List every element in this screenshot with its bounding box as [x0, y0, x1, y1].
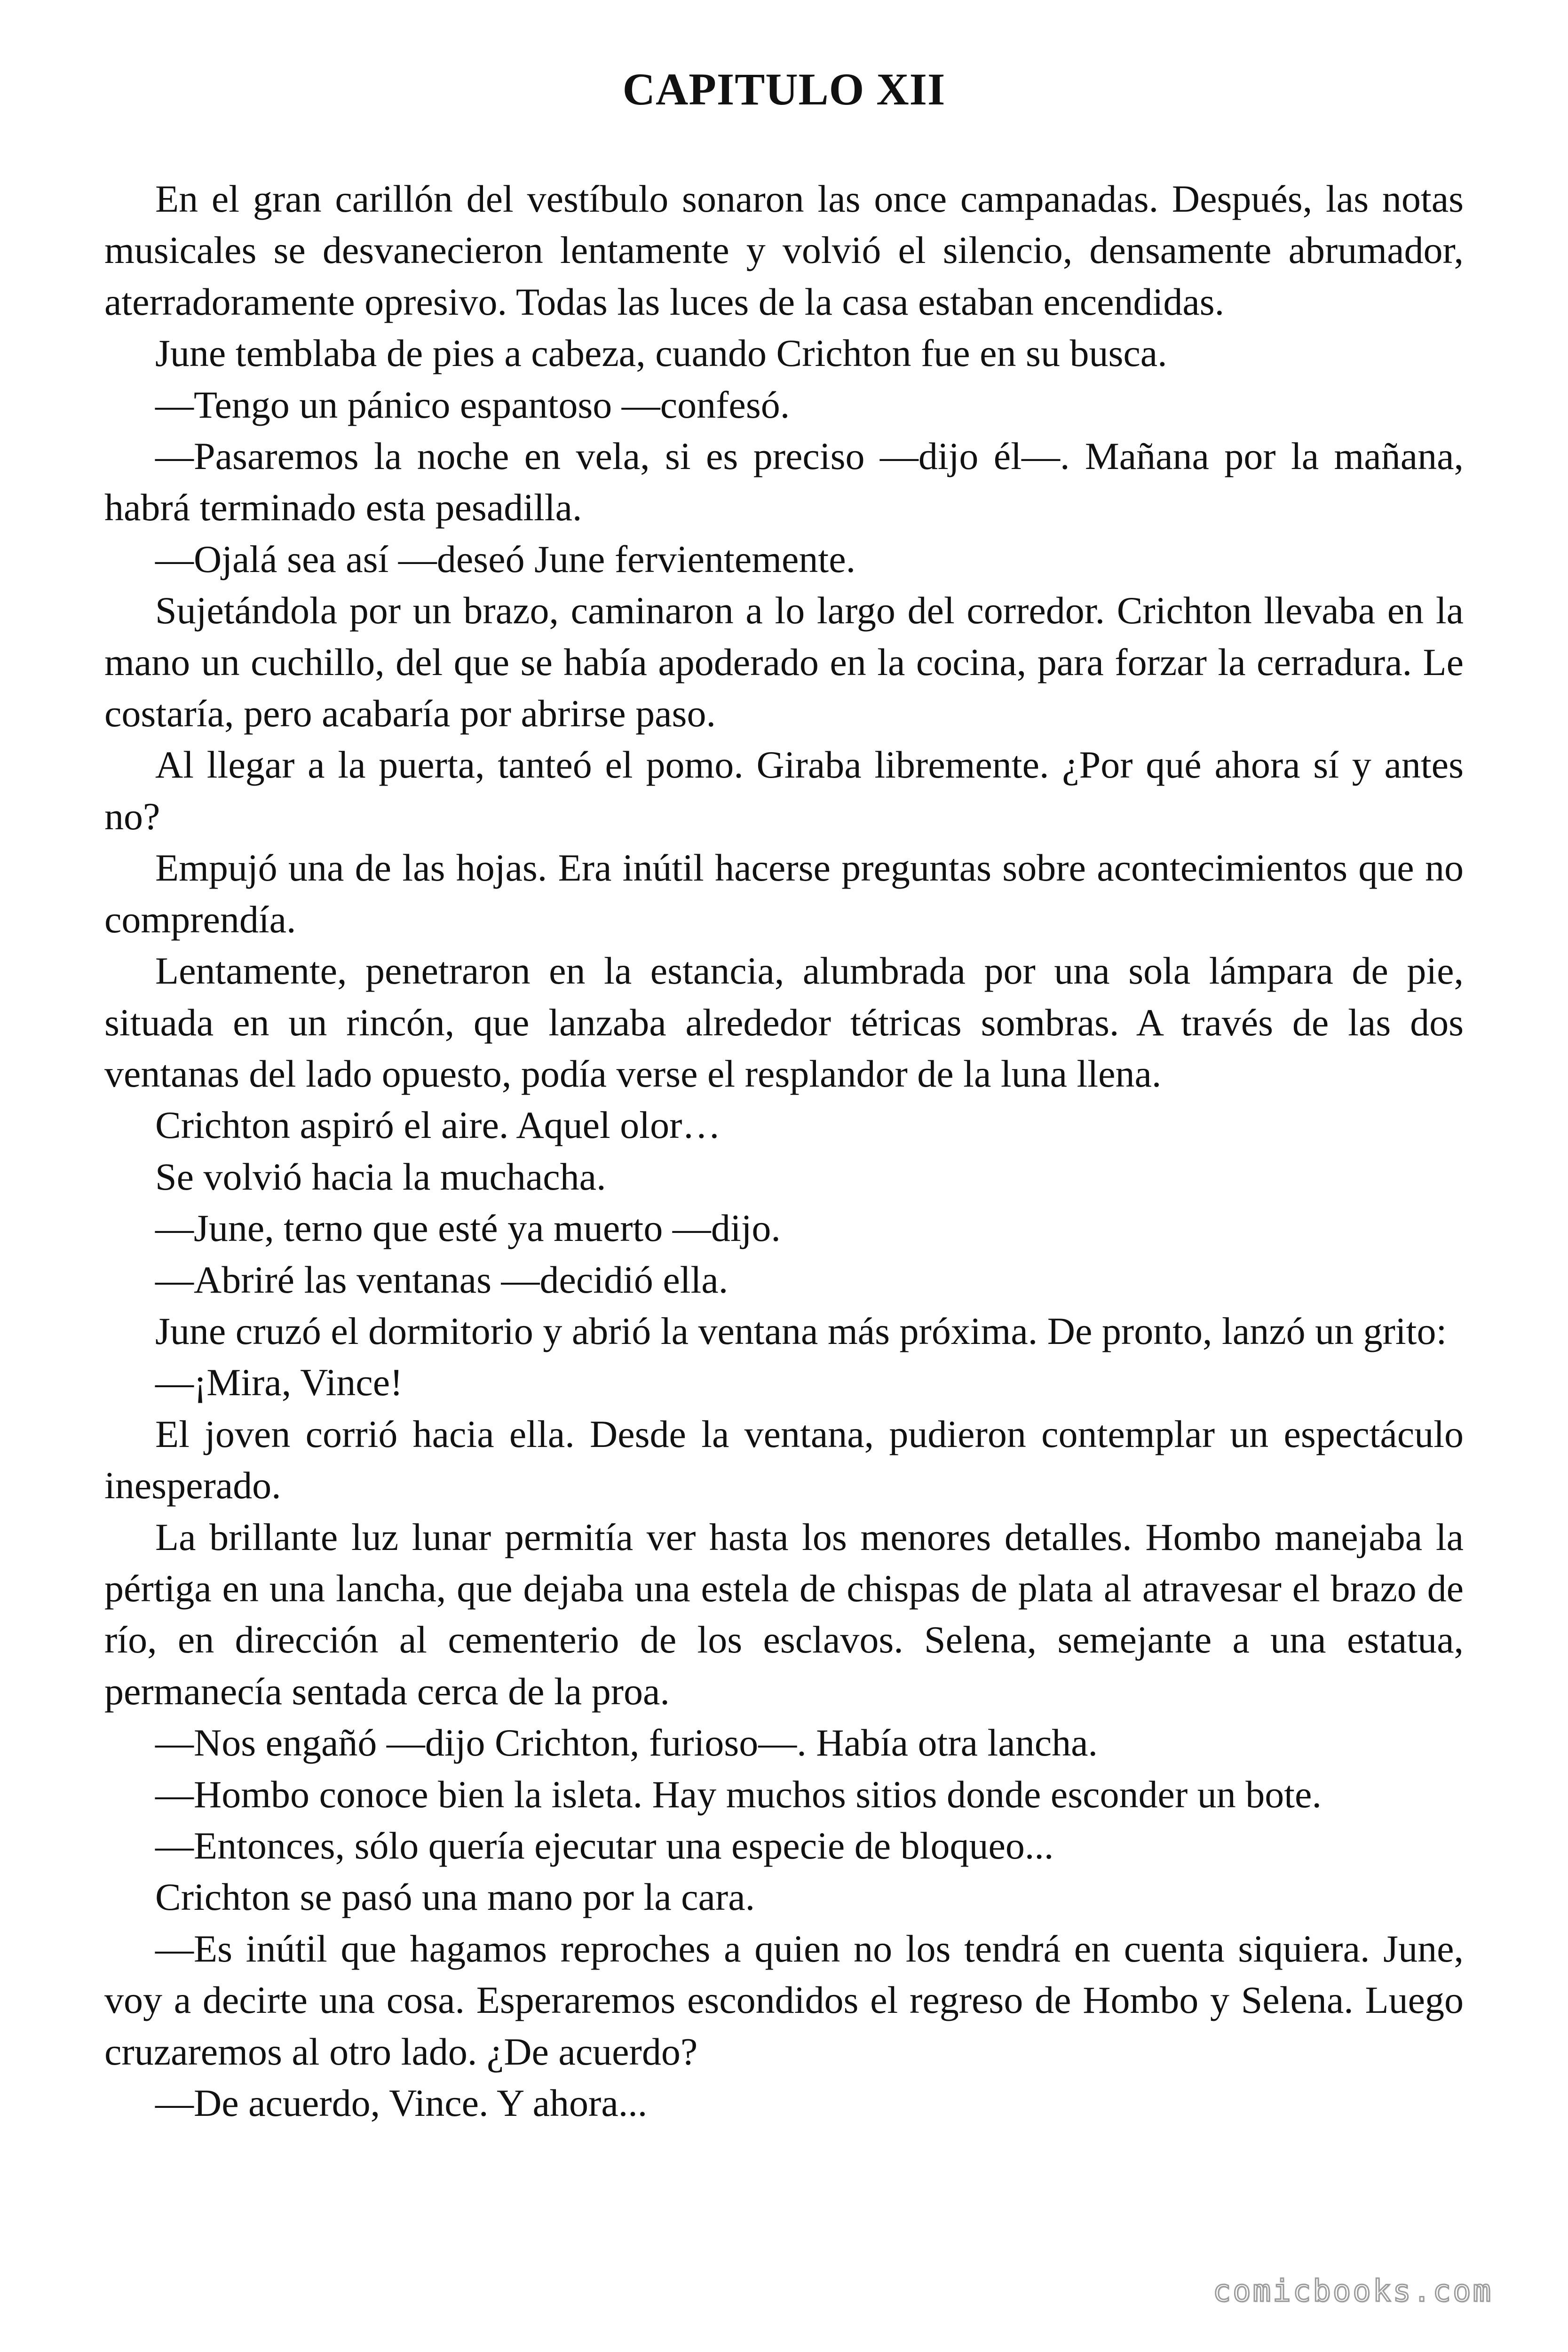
dialogue-line: —Nos engañó —dijo Crichton, furioso—. Había otra lancha.: [155, 1721, 1098, 1764]
dialogue-line: —Ojalá sea así —deseó June fervientemente.: [155, 537, 856, 580]
dialogue-line: —Pasaremos la noche en vela, si es preciso —dijo él—. Mañana por la mañana, habrá terminado esta pesadilla.: [104, 435, 1464, 529]
paragraph: Crichton aspiró el aire. Aquel olor…: [155, 1104, 721, 1147]
paragraph: Se volvió hacia la muchacha.: [155, 1155, 606, 1198]
paragraph: Crichton se pasó una mano por la cara.: [155, 1875, 755, 1919]
paragraph: June temblaba de pies a cabeza, cuando Crichton fue en su busca.: [155, 332, 1167, 375]
paragraph: La brillante luz lunar permitía ver hasta los menores detalles. Hombo manejaba la pértiga en una lancha, que dejaba una estela de chispas de plata al atravesar el brazo de río, en dirección al cementerio de los esclavos. Selena, semejante a una estatua, permanecía sentada cerca de la proa.: [104, 1515, 1464, 1713]
paragraph: Sujetándola por un brazo, caminaron a lo largo del corredor. Crichton llevaba en la mano un cuchillo, del que se había apoderado en la cocina, para forzar la cerradura. Le costaría, pero acabaría por abrirse paso.: [104, 589, 1464, 735]
paragraph: En el gran carillón del vestíbulo sonaron las once campanadas. Después, las notas musicales se desvanecieron lentamente y volvió el silencio, densamente abrumador, aterradoramente opresivo. Todas las luces de la casa estaban encendidas.: [104, 177, 1464, 323]
dialogue-line: —June, terno que esté ya muerto —dijo.: [155, 1207, 781, 1250]
dialogue-line: —Tengo un pánico espantoso —confesó.: [155, 383, 790, 426]
paragraph: June cruzó el dormitorio y abrió la ventana más próxima. De pronto, lanzó un grito:: [155, 1309, 1447, 1352]
paragraph: Lentamente, penetraron en la estancia, alumbrada por una sola lámpara de pie, situada en un rincón, que lanzaba alrededor tétricas sombras. A través de las dos ventanas del lado opuesto, podía verse el resplandor de la luna llena.: [104, 949, 1464, 1095]
chapter-title: CAPITULO XII: [622, 64, 946, 114]
paragraph: Al llegar a la puerta, tanteó el pomo. Giraba libremente. ¿Por qué ahora sí y antes no?: [104, 743, 1464, 838]
dialogue-line: —Hombo conoce bien la isleta. Hay muchos sitios donde esconder un bote.: [155, 1772, 1322, 1816]
paragraph: El joven corrió hacia ella. Desde la ventana, pudieron contemplar un espectáculo inesperado.: [104, 1412, 1464, 1507]
chapter-body: [104, 173, 1464, 2129]
dialogue-line: —Entonces, sólo quería ejecutar una especie de bloqueo...: [155, 1824, 1054, 1867]
site-watermark: comicbooks.com: [1212, 2274, 1493, 2309]
dialogue-line: —¡Mira, Vince!: [155, 1361, 403, 1404]
dialogue-line: —Es inútil que hagamos reproches a quien no los tendrá en cuenta siquiera. June, voy a decirte una cosa. Esperaremos escondidos el regreso de Hombo y Selena. Luego cruzaremos al otro lado. ¿De acuerdo?: [104, 1927, 1464, 2073]
dialogue-line: —De acuerdo, Vince. Y ahora...: [155, 2082, 648, 2125]
paragraph: Empujó una de las hojas. Era inútil hacerse preguntas sobre acontecimientos que no comprendía.: [104, 846, 1464, 941]
dialogue-line: —Abriré las ventanas —decidió ella.: [155, 1258, 729, 1301]
